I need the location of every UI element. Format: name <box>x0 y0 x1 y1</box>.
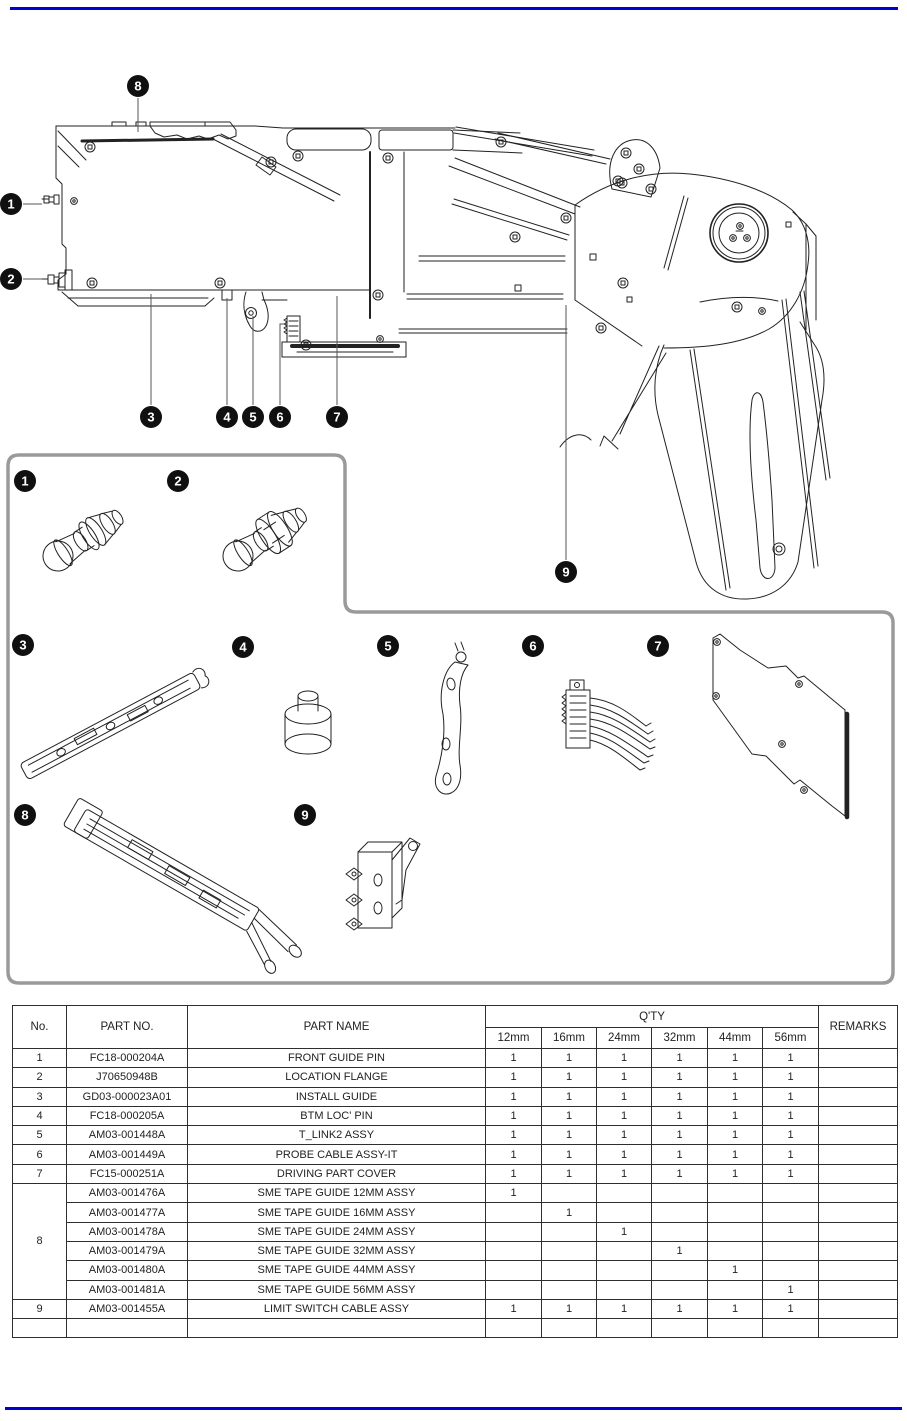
cell-qty-16mm <box>542 1261 597 1280</box>
cell-qty-56mm: 1 <box>763 1049 819 1068</box>
cell-qty-24mm: 1 <box>597 1145 652 1164</box>
cell-qty-56mm <box>763 1184 819 1203</box>
cell-remarks <box>819 1164 898 1183</box>
cell-qty-44mm: 1 <box>708 1049 763 1068</box>
table-row <box>13 1087 898 1106</box>
cell-remarks <box>819 1145 898 1164</box>
table-row <box>13 1184 898 1203</box>
table-row <box>13 1241 898 1260</box>
cell-qty-24mm: 1 <box>597 1087 652 1106</box>
cell-qty-44mm <box>708 1241 763 1260</box>
balloon-number: 7 <box>654 638 662 654</box>
cell-part-no <box>67 1319 188 1338</box>
cell-qty-16mm: 1 <box>542 1049 597 1068</box>
cell-qty-56mm <box>763 1319 819 1338</box>
cell-qty-32mm <box>652 1319 708 1338</box>
cell-qty-32mm <box>652 1261 708 1280</box>
cell-qty-32mm: 1 <box>652 1164 708 1183</box>
cell-qty-16mm: 1 <box>542 1106 597 1125</box>
balloon-number: 8 <box>21 807 29 823</box>
detail-part-location-flange <box>215 496 316 581</box>
cell-qty-12mm: 1 <box>486 1145 542 1164</box>
cell-qty-16mm: 1 <box>542 1145 597 1164</box>
table-row <box>13 1126 898 1145</box>
detail-part-limit-switch <box>346 838 420 930</box>
cell-remarks <box>819 1068 898 1087</box>
cell-qty-44mm: 1 <box>708 1087 763 1106</box>
cell-qty-56mm: 1 <box>763 1299 819 1318</box>
cell-qty-32mm: 1 <box>652 1068 708 1087</box>
cell-qty-44mm <box>708 1203 763 1222</box>
cell-qty-12mm: 1 <box>486 1049 542 1068</box>
cell-no: 3 <box>13 1087 67 1106</box>
cell-remarks <box>819 1126 898 1145</box>
cell-part-name: SME TAPE GUIDE 32MM ASSY <box>188 1241 486 1260</box>
detail-part-tlink2 <box>435 642 468 794</box>
cell-qty-12mm: 1 <box>486 1126 542 1145</box>
cell-qty-16mm <box>542 1241 597 1260</box>
cell-qty-12mm: 1 <box>486 1164 542 1183</box>
cell-qty-44mm <box>708 1184 763 1203</box>
cell-qty-44mm: 1 <box>708 1299 763 1318</box>
balloon-number: 3 <box>19 637 27 653</box>
cell-qty-12mm <box>486 1319 542 1338</box>
cell-qty-44mm: 1 <box>708 1261 763 1280</box>
cell-remarks <box>819 1203 898 1222</box>
cell-qty-12mm: 1 <box>486 1106 542 1125</box>
col-header-part-name: PART NAME <box>188 1006 486 1049</box>
cell-part-no: FC18-000204A <box>67 1049 188 1068</box>
parts-table <box>12 1005 898 1338</box>
detail-part-install-guide <box>19 666 211 781</box>
cell-qty-12mm: 1 <box>486 1299 542 1318</box>
detail-part-probe-cable <box>562 680 655 770</box>
cell-qty-24mm: 1 <box>597 1106 652 1125</box>
cell-qty-32mm: 1 <box>652 1087 708 1106</box>
cell-qty-56mm: 1 <box>763 1280 819 1299</box>
cell-part-name: LIMIT SWITCH CABLE ASSY <box>188 1299 486 1318</box>
table-row <box>13 1319 898 1338</box>
cell-qty-44mm: 1 <box>708 1145 763 1164</box>
cell-qty-12mm <box>486 1222 542 1241</box>
cell-qty-32mm <box>652 1280 708 1299</box>
cell-qty-32mm <box>652 1184 708 1203</box>
cell-part-name <box>188 1319 486 1338</box>
cell-no: 8 <box>13 1184 67 1300</box>
cell-qty-56mm: 1 <box>763 1106 819 1125</box>
col-header-no: No. <box>13 1006 67 1049</box>
size-header-32mm: 32mm <box>652 1028 708 1049</box>
detail-part-tape-guide <box>50 798 315 985</box>
cell-part-no: AM03-001455A <box>67 1299 188 1318</box>
cell-no: 4 <box>13 1106 67 1125</box>
main-feeder-drawing <box>42 122 830 599</box>
cell-no <box>13 1319 67 1338</box>
cell-qty-24mm: 1 <box>597 1164 652 1183</box>
cell-part-name: T_LINK2 ASSY <box>188 1126 486 1145</box>
cell-qty-12mm: 1 <box>486 1184 542 1203</box>
cell-qty-32mm: 1 <box>652 1106 708 1125</box>
cell-part-no: AM03-001481A <box>67 1280 188 1299</box>
cell-qty-44mm: 1 <box>708 1126 763 1145</box>
cell-remarks <box>819 1261 898 1280</box>
table-row <box>13 1222 898 1241</box>
cell-qty-16mm <box>542 1280 597 1299</box>
cell-no: 7 <box>13 1164 67 1183</box>
cell-qty-24mm: 1 <box>597 1126 652 1145</box>
balloon-number: 6 <box>529 638 537 654</box>
table-row <box>13 1145 898 1164</box>
panel-balloon-layer <box>12 470 669 826</box>
cell-qty-32mm: 1 <box>652 1145 708 1164</box>
cell-qty-16mm <box>542 1319 597 1338</box>
table-row <box>13 1049 898 1068</box>
table-row <box>13 1261 898 1280</box>
cell-qty-16mm: 1 <box>542 1087 597 1106</box>
cell-qty-12mm <box>486 1241 542 1260</box>
cell-remarks <box>819 1184 898 1203</box>
size-header-16mm: 16mm <box>542 1028 597 1049</box>
cell-qty-16mm: 1 <box>542 1203 597 1222</box>
cell-part-no: FC18-000205A <box>67 1106 188 1125</box>
table-row <box>13 1106 898 1125</box>
cell-part-no: J70650948B <box>67 1068 188 1087</box>
cell-part-name: LOCATION FLANGE <box>188 1068 486 1087</box>
cell-qty-56mm: 1 <box>763 1087 819 1106</box>
balloon-number: 2 <box>174 473 182 489</box>
cell-part-name: DRIVING PART COVER <box>188 1164 486 1183</box>
cell-no: 6 <box>13 1145 67 1164</box>
col-header-part-no: PART NO. <box>67 1006 188 1049</box>
cell-part-no: AM03-001477A <box>67 1203 188 1222</box>
parts-table-wrap <box>12 1005 897 1338</box>
detail-part-btm-loc-pin <box>285 691 331 754</box>
detail-part-driving-cover <box>713 634 847 817</box>
detail-part-front-guide-pin <box>37 502 130 578</box>
cell-qty-16mm <box>542 1184 597 1203</box>
cell-part-name: SME TAPE GUIDE 24MM ASSY <box>188 1222 486 1241</box>
cell-qty-12mm <box>486 1203 542 1222</box>
cell-qty-24mm: 1 <box>597 1049 652 1068</box>
cell-qty-16mm: 1 <box>542 1068 597 1087</box>
cell-qty-32mm: 1 <box>652 1126 708 1145</box>
table-row <box>13 1280 898 1299</box>
cell-no: 9 <box>13 1299 67 1318</box>
balloon-number: 8 <box>134 78 142 94</box>
leader-line <box>280 324 287 405</box>
balloon-number: 2 <box>7 271 15 287</box>
cell-qty-44mm: 1 <box>708 1068 763 1087</box>
size-header-56mm: 56mm <box>763 1028 819 1049</box>
cell-remarks <box>819 1280 898 1299</box>
balloon-number: 5 <box>384 638 392 654</box>
cell-no: 1 <box>13 1049 67 1068</box>
cell-part-name: PROBE CABLE ASSY-IT <box>188 1145 486 1164</box>
cell-part-name: SME TAPE GUIDE 56MM ASSY <box>188 1280 486 1299</box>
cell-qty-24mm <box>597 1184 652 1203</box>
cell-qty-56mm: 1 <box>763 1145 819 1164</box>
balloon-number: 5 <box>249 409 257 425</box>
col-header-qty: Q'TY <box>486 1006 819 1028</box>
cell-qty-56mm: 1 <box>763 1126 819 1145</box>
cell-part-no: AM03-001478A <box>67 1222 188 1241</box>
cell-qty-56mm <box>763 1261 819 1280</box>
cell-qty-24mm <box>597 1261 652 1280</box>
cell-part-name: SME TAPE GUIDE 12MM ASSY <box>188 1184 486 1203</box>
cell-qty-56mm <box>763 1203 819 1222</box>
balloon-number: 7 <box>333 409 341 425</box>
cell-qty-56mm <box>763 1222 819 1241</box>
table-row <box>13 1068 898 1087</box>
cell-part-no: AM03-001480A <box>67 1261 188 1280</box>
table-row <box>13 1164 898 1183</box>
cell-qty-32mm <box>652 1203 708 1222</box>
size-header-12mm: 12mm <box>486 1028 542 1049</box>
size-header-24mm: 24mm <box>597 1028 652 1049</box>
cell-qty-24mm: 1 <box>597 1222 652 1241</box>
cell-qty-24mm: 1 <box>597 1299 652 1318</box>
cell-part-no: GD03-000023A01 <box>67 1087 188 1106</box>
cell-remarks <box>819 1299 898 1318</box>
cell-qty-16mm: 1 <box>542 1126 597 1145</box>
balloon-number: 1 <box>21 473 29 489</box>
cell-qty-32mm: 1 <box>652 1299 708 1318</box>
cell-qty-12mm <box>486 1261 542 1280</box>
cell-qty-12mm <box>486 1280 542 1299</box>
balloon-number: 3 <box>147 409 155 425</box>
balloon-number: 9 <box>301 807 309 823</box>
cell-part-name: INSTALL GUIDE <box>188 1087 486 1106</box>
cell-part-name: SME TAPE GUIDE 44MM ASSY <box>188 1261 486 1280</box>
cell-part-no: FC15-000251A <box>67 1164 188 1183</box>
cell-qty-44mm: 1 <box>708 1106 763 1125</box>
cell-qty-32mm <box>652 1222 708 1241</box>
cell-qty-24mm: 1 <box>597 1068 652 1087</box>
cell-no: 2 <box>13 1068 67 1087</box>
cell-qty-32mm: 1 <box>652 1241 708 1260</box>
size-header-44mm: 44mm <box>708 1028 763 1049</box>
cell-qty-44mm <box>708 1222 763 1241</box>
bottom-rule <box>5 1407 902 1410</box>
cell-qty-12mm: 1 <box>486 1087 542 1106</box>
balloon-number: 4 <box>223 409 231 425</box>
table-row <box>13 1203 898 1222</box>
cell-part-name: FRONT GUIDE PIN <box>188 1049 486 1068</box>
cell-qty-12mm: 1 <box>486 1068 542 1087</box>
cell-qty-24mm <box>597 1319 652 1338</box>
cell-qty-56mm: 1 <box>763 1164 819 1183</box>
detail-panel <box>8 455 893 985</box>
cell-qty-24mm <box>597 1203 652 1222</box>
cell-qty-56mm <box>763 1241 819 1260</box>
table-row <box>13 1299 898 1318</box>
cell-remarks <box>819 1106 898 1125</box>
cell-qty-16mm <box>542 1222 597 1241</box>
cell-part-no: AM03-001448A <box>67 1126 188 1145</box>
cell-part-no: AM03-001476A <box>67 1184 188 1203</box>
cell-remarks <box>819 1241 898 1260</box>
cell-qty-16mm: 1 <box>542 1299 597 1318</box>
cell-qty-24mm <box>597 1280 652 1299</box>
cell-part-no: AM03-001479A <box>67 1241 188 1260</box>
balloon-number: 1 <box>7 196 15 212</box>
cell-qty-44mm <box>708 1280 763 1299</box>
cell-remarks <box>819 1049 898 1068</box>
cell-remarks <box>819 1222 898 1241</box>
cell-qty-24mm <box>597 1241 652 1260</box>
cell-qty-44mm <box>708 1319 763 1338</box>
cell-part-name: BTM LOC' PIN <box>188 1106 486 1125</box>
cell-remarks <box>819 1319 898 1338</box>
cell-qty-16mm: 1 <box>542 1164 597 1183</box>
cell-part-name: SME TAPE GUIDE 16MM ASSY <box>188 1203 486 1222</box>
cell-qty-32mm: 1 <box>652 1049 708 1068</box>
table-header-row <box>13 1006 898 1028</box>
balloon-number: 9 <box>562 564 570 580</box>
balloon-number: 6 <box>276 409 284 425</box>
cell-qty-56mm: 1 <box>763 1068 819 1087</box>
cell-qty-44mm: 1 <box>708 1164 763 1183</box>
cell-part-no: AM03-001449A <box>67 1145 188 1164</box>
col-header-remarks: REMARKS <box>819 1006 898 1049</box>
cell-remarks <box>819 1087 898 1106</box>
balloon-number: 4 <box>239 639 247 655</box>
cell-no: 5 <box>13 1126 67 1145</box>
